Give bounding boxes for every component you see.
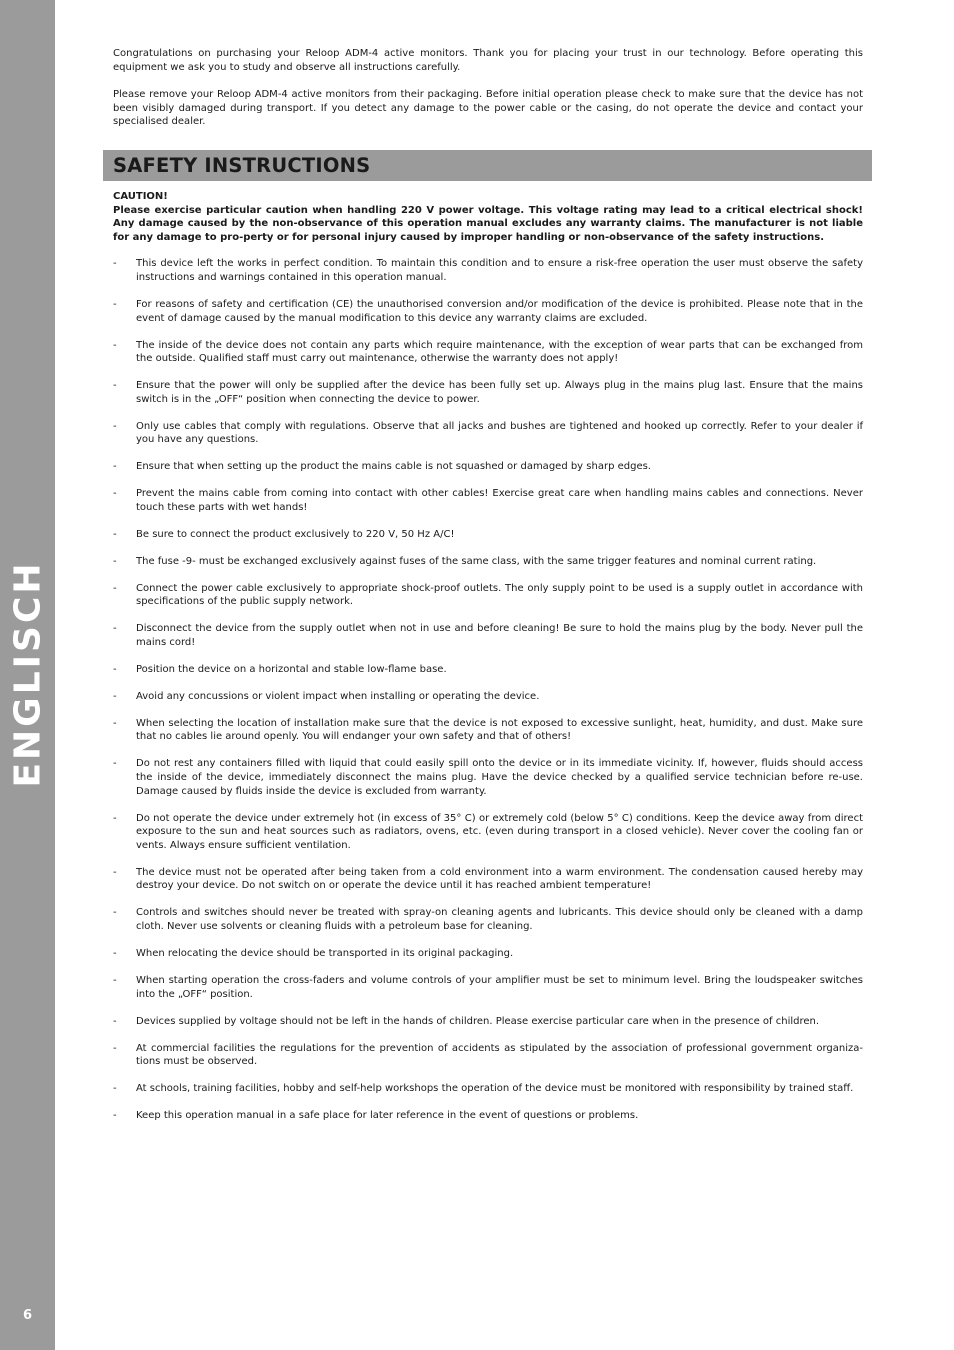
list-item — [113, 947, 863, 961]
bullet-dash: - — [113, 1083, 117, 1095]
list-item-text: Ensure that the power will only be supplied after the device has been fully set up. Always plug in the mains plug last. Ensure that the mains switch is in the „OFF“ position when connecting the device to power. — [136, 380, 863, 405]
list-item — [113, 690, 863, 704]
list-item — [113, 582, 863, 609]
list-item-text: This device left the works in perfect condition. To maintain this condition and to ensure a risk-free operation the user must observe the safety instructions and warnings contained in this operation manual. — [136, 258, 863, 283]
list-item-text: When starting operation the cross-faders and volume controls of your amplifier must be set to minimum level. Bring the loudspeaker switches into the „OFF“ position. — [136, 974, 863, 1000]
list-item — [113, 379, 863, 406]
bullet-dash: - — [113, 488, 117, 500]
bullet-dash: - — [113, 907, 117, 919]
intro-paragraph: Congratulations on purchasing your Reloop ADM-4 active monitors. Thank you for placing your trust in our technology. Before operating this equipment we ask you to study and observe all instructions carefully. — [113, 48, 863, 73]
section-title: SAFETY INSTRUCTIONS — [113, 153, 371, 177]
section-header — [103, 150, 872, 181]
list-item — [113, 528, 863, 542]
list-item-text: Do not operate the device under extremely hot (in excess of 35° C) or extremely cold (below 5° C) conditions. Keep the device away from direct exposure to the sun and heat sources such as radiators, ovens, etc. (even during transport in a closed vehicle). Never cover the cooling fan or vents. Always ensure sufficient ventilation. — [136, 812, 863, 851]
list-item — [113, 622, 863, 649]
list-item — [113, 906, 863, 933]
list-item — [113, 487, 863, 514]
bullet-dash: - — [113, 528, 117, 540]
intro-paragraph: Please remove your Reloop ADM-4 active monitors from their packaging. Before initial operation please check to make sure that the device has not been visibly damaged during transport. If you detect any damage to the power cable or the casing, do not operate the device and contact your specialised dealer. — [113, 89, 863, 128]
list-item-text: Only use cables that comply with regulations. Observe that all jacks and bushes are tightened and hooked up correctly. Refer to your dealer if you have any questions. — [136, 420, 863, 446]
list-item-text: Devices supplied by voltage should not be left in the hands of children. Please exercise particular care when in the presence of children. — [136, 1015, 820, 1027]
bullet-dash: - — [113, 1042, 117, 1054]
list-item — [113, 974, 863, 1001]
list-item — [113, 663, 863, 677]
bullet-dash: - — [113, 866, 117, 878]
bullet-dash: - — [113, 717, 117, 729]
safety-instructions-list — [113, 257, 863, 1122]
list-item-text: Disconnect the device from the supply outlet when not in use and before cleaning! Be sure to hold the mains plug by the body. Never pull the mains cord! — [136, 623, 863, 648]
list-item — [113, 420, 863, 447]
bullet-dash: - — [113, 258, 117, 270]
bullet-dash: - — [113, 461, 117, 473]
list-item-text: Keep this operation manual in a safe place for later reference in the event of questions or problems. — [136, 1110, 639, 1122]
bullet-dash: - — [113, 623, 117, 635]
bullet-dash: - — [113, 1110, 117, 1122]
list-item-text: Be sure to connect the product exclusively to 220 V, 50 Hz A/C! — [136, 528, 455, 540]
list-item — [113, 298, 863, 325]
bullet-dash: - — [113, 812, 117, 824]
bullet-dash: - — [113, 298, 117, 310]
list-item-text: When relocating the device should be transported in its original packaging. — [136, 947, 514, 959]
list-item-text: Do not rest any containers filled with liquid that could easily spill onto the device or in its immediate vicinity. If, however, fluids should access the inside of the device, immediately disconnect the mains plug. Have the device checked by a qualified service technician before re-use. Damage caused by fluids inside the device is excluded from warranty. — [136, 758, 863, 797]
list-item — [113, 1109, 863, 1123]
list-item-text: The device must not be operated after being taken from a cold environment into a warm environment. The condensation caused hereby may destroy your device. Do not switch on or operate the device until it has reached ambient temperature! — [136, 866, 863, 892]
bullet-dash: - — [113, 339, 117, 351]
list-item — [113, 460, 863, 474]
bullet-dash: - — [113, 663, 117, 675]
bullet-dash: - — [113, 690, 117, 702]
list-item-text: Position the device on a horizontal and stable low-flame base. — [136, 663, 447, 675]
bullet-dash: - — [113, 380, 117, 392]
list-item — [113, 1042, 863, 1069]
caution-text: Please exercise particular caution when handling 220 V power voltage. This voltage rating may lead to a critical electrical shock! Any damage caused by the non-observance of this operation manual excludes any warranty claims. The manufacturer is not liable for any damage to pro-perty or for personal injury caused by improper handling or non-observance of the safety instructions. — [113, 204, 863, 243]
list-item-text: The fuse -9- must be exchanged exclusively against fuses of the same class, with the same trigger features and nominal current rating. — [136, 555, 817, 567]
list-item-text: Controls and switches should never be treated with spray-on cleaning agents and lubricants. This device should only be cleaned with a damp cloth. Never use solvents or cleaning fluids with a petroleum base for cleaning. — [136, 907, 863, 932]
list-item-text: Ensure that when setting up the product the mains cable is not squashed or damaged by sharp edges. — [136, 461, 651, 473]
list-item-text: Avoid any concussions or violent impact when installing or operating the device. — [136, 690, 540, 702]
list-item — [113, 257, 863, 284]
list-item-text: Connect the power cable exclusively to appropriate shock-proof outlets. The only supply point to be used is a supply outlet in accordance with specifications of the public supply network. — [136, 582, 863, 608]
language-label: ENGLISCH — [7, 560, 49, 788]
list-item — [113, 717, 863, 744]
page-content — [113, 47, 863, 1123]
bullet-dash: - — [113, 420, 117, 432]
list-item-text: The inside of the device does not contain any parts which require maintenance, with the exception of wear parts that can be exchanged from the outside. Qualified staff must carry out maintenance, otherwise the warranty does not apply! — [136, 339, 863, 365]
list-item — [113, 812, 863, 853]
list-item — [113, 1082, 863, 1096]
bullet-dash: - — [113, 758, 117, 770]
bullet-dash: - — [113, 1015, 117, 1027]
list-item-text: When selecting the location of installation make sure that the device is not exposed to excessive sunlight, heat, humidity, and dust. Make sure that no cables lie around openly. You will endanger your own safety and that of others! — [136, 717, 863, 743]
list-item — [113, 1015, 863, 1029]
bullet-dash: - — [113, 947, 117, 959]
side-tab — [0, 0, 55, 1350]
bullet-dash: - — [113, 974, 117, 986]
bullet-dash: - — [113, 582, 117, 594]
bullet-dash: - — [113, 555, 117, 567]
list-item-text: Prevent the mains cable from coming into contact with other cables! Exercise great care when handling mains cables and connections. Never touch these parts with wet hands! — [136, 488, 863, 513]
page-number: 6 — [22, 1308, 33, 1323]
list-item — [113, 555, 863, 569]
list-item — [113, 866, 863, 893]
list-item-text: At commercial facilities the regulations for the prevention of accidents as stipulated by the association of professional government organiza-tions must be observed. — [136, 1042, 863, 1068]
list-item-text: For reasons of safety and certification (CE) the unauthorised conversion and/or modification of the device is prohibited. Please note that in the event of damage caused by the manual modification to this device any warranty claims are excluded. — [136, 298, 863, 324]
list-item — [113, 339, 863, 366]
list-item — [113, 757, 863, 798]
list-item-text: At schools, training facilities, hobby and self-help workshops the operation of the device must be monitored with responsibility by trained staff. — [136, 1083, 854, 1095]
caution-title: CAUTION! — [113, 190, 168, 202]
